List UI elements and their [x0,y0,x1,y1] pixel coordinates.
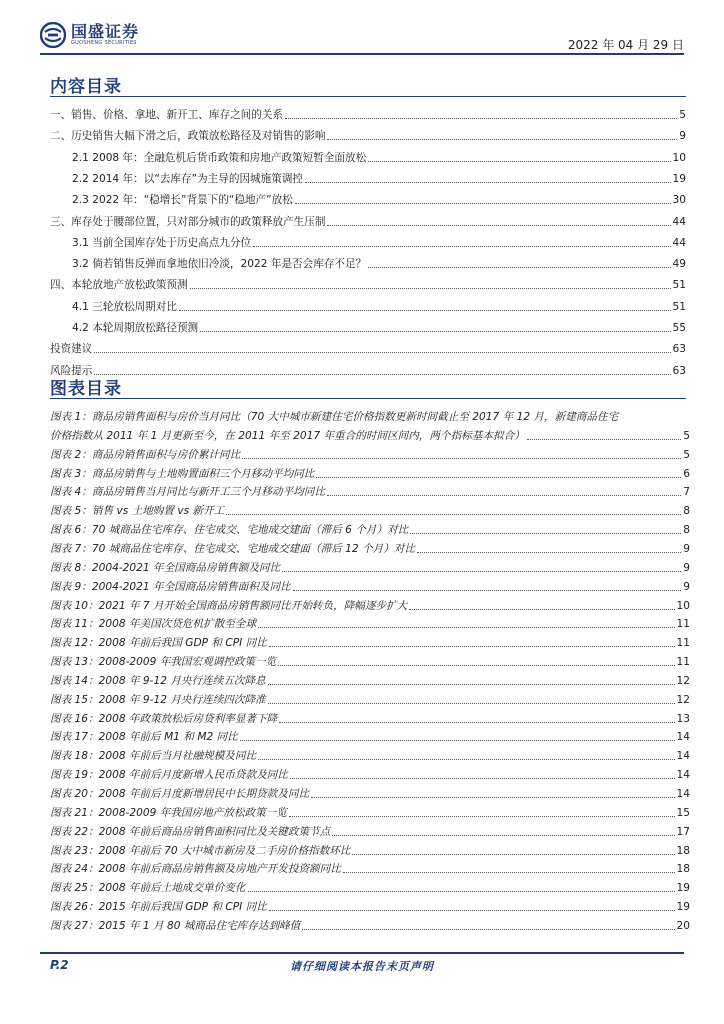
toc-leader-dots [410,533,681,534]
toc-entry[interactable] [72,296,686,314]
toc-leader-dots [409,609,674,610]
toc-entry[interactable] [50,500,690,518]
toc-leader-dots [253,246,670,247]
toc-entry[interactable] [50,444,690,462]
toc-entry[interactable] [50,406,690,424]
toc-entry[interactable] [50,840,690,858]
toc-entry-page: 5 [683,430,690,442]
toc-entry-page: 17 [676,826,690,838]
toc-entry-title: 图表 3：商品房销售与土地购置面积三个月移动平均同比 [50,468,315,480]
toc-entry-title: 图表 15：2008 年 9-12 月央行连续四次降准 [50,694,266,706]
toc-entry-title: 图表 25：2008 年前后土地成交单价变化 [50,882,246,894]
toc-entry-title: 图表 1：商品房销售面积与房价当月同比（70 大中城市新建住宅价格指数更新时间截止至 2017 年 12 月，新建商品住宅 [50,411,619,423]
toc-entry-page: 6 [683,468,690,480]
toc-entry-page: 20 [676,920,690,932]
toc-leader-dots [368,161,670,162]
toc-entry[interactable] [50,360,686,378]
toc-entry-page: 19 [676,901,690,913]
toc-entry-title: 图表 20：2008 年前后月度新增居民中长期贷款及同比 [50,788,310,800]
toc-entry-title: 4.1 三轮放松周期对比 [72,301,177,313]
toc-leader-dots [293,590,682,591]
company-logo [40,22,139,48]
toc-leader-dots [258,759,674,760]
toc-entry[interactable] [50,632,690,650]
toc-entry[interactable] [50,783,690,801]
toc-entry[interactable] [72,189,686,207]
toc-entry-page: 19 [672,173,686,185]
toc-leader-dots [269,910,675,911]
toc-entry-page: 9 [683,562,690,574]
toc-entry[interactable] [50,670,690,688]
toc-entry[interactable] [72,147,686,165]
toc-leader-dots [94,352,670,353]
toc-leader-dots [285,118,677,119]
toc-leader-dots [290,778,675,779]
toc-entry-page: 11 [676,618,690,630]
toc-entry-title: 一、销售、价格、拿地、新开工、库存之间的关系 [50,109,284,121]
toc-leader-dots [190,288,671,289]
toc-leader-dots [305,182,670,183]
toc-entry-title: 图表 16：2008 年政策放松后房贷利率显著下降 [50,713,278,725]
toc-entry-page: 51 [672,279,686,291]
page-header [0,0,724,56]
toc-entry[interactable] [72,253,686,271]
toc-entry-page: 44 [672,237,686,249]
toc-leader-dots [242,458,681,459]
toc-entry-page: 63 [672,365,686,377]
toc-entry-title: 2.1 2008 年：全融危机后货币政策和房地产政策短暂全面放松 [72,152,367,164]
toc-entry-page: 9 [679,130,686,142]
logo-name-en: GUOSHENG SECURITIES [71,40,137,46]
toc-entry-title: 图表 7：70 城商品住宅库存、住宅成交、宅地成交建面（滞后 12 个月）对比 [50,543,415,555]
toc-entry[interactable] [50,338,686,356]
toc-leader-dots [240,740,675,741]
toc-entry-title: 投资建议 [50,343,93,355]
logo-name-cn: 国盛证券 [71,22,140,41]
toc-entry[interactable] [50,538,690,556]
toc-entry-title: 图表 19：2008 年前后月度新增人民币贷款及同比 [50,769,288,781]
toc-entry-page: 55 [672,322,686,334]
toc-entry-title: 图表 12：2008 年前后我国 GDP 和 CPI 同比 [50,637,267,649]
header-divider [40,53,684,55]
toc-entry-title: 图表 18：2008 年前后当月社融规模及同比 [50,750,257,762]
toc-entry-page: 63 [672,343,686,355]
toc-entry[interactable] [50,576,690,594]
toc-entry[interactable] [50,519,690,537]
toc-entry-title: 三、库存处于腰部位置，只对部分城市的政策释放产生压制 [50,216,326,228]
toc-entry[interactable] [72,317,686,335]
toc-entry-page: 10 [672,152,686,164]
toc-entry-page: 8 [683,505,690,517]
footer-disclaimer: 请仔细阅读本报告末页声明 [290,960,434,973]
toc-leader-dots [316,477,681,478]
toc-leader-dots [527,439,682,440]
toc-entry-title: 图表 26：2015 年前后我国 GDP 和 CPI 同比 [50,901,267,913]
toc-leader-dots [343,872,675,873]
toc-entry[interactable] [50,125,686,143]
toc-leader-dots [327,139,677,140]
toc-entry-page: 9 [683,581,690,593]
toc-entry-title: 图表 23：2008 年前后 70 大中城市新房及二手房价格指数环比 [50,845,351,857]
toc-leader-dots [248,891,675,892]
figures-heading: 图表目录 [50,379,122,399]
toc-entry[interactable] [50,764,690,782]
toc-entry[interactable] [50,211,686,229]
toc-entry-page: 30 [672,194,686,206]
toc-leader-dots [200,331,670,332]
toc-entry[interactable] [50,858,690,876]
toc-entry-title: 图表 5：销售 vs 土地购置 vs 新开工 [50,505,225,517]
toc-entry-page: 14 [676,788,690,800]
toc-entry-title: 图表 2：商品房销售面积与房价累计同比 [50,449,241,461]
toc-entry-page: 5 [683,449,690,461]
toc-leader-dots [279,722,674,723]
toc-entry-title: 图表 6：70 城商品住宅库存、住宅成交、宅地成交建面（滞后 6 个月）对比 [50,524,409,536]
toc-entry-page: 14 [676,750,690,762]
report-date: 2022 年 04 月 29 日 [567,38,684,52]
toc-entry[interactable] [50,689,690,707]
toc-entry-page: 8 [683,524,690,536]
figures-heading-rule [50,398,686,399]
toc-leader-dots [311,797,674,798]
logo-mark-icon [40,22,66,48]
toc-entry[interactable] [50,651,690,669]
toc-entry-title: 2.2 2014 年：以“去库存”为主导的因城施策调控 [72,173,304,185]
toc-entry[interactable] [50,708,690,726]
toc-entry-page: 14 [676,769,690,781]
toc-leader-dots [327,225,670,226]
toc-entry[interactable] [50,557,690,575]
toc-entry-page: 14 [676,731,690,743]
toc-leader-dots [179,310,671,311]
toc-leader-dots [332,835,674,836]
toc-leader-dots [302,929,674,930]
toc-entry[interactable] [50,481,690,499]
toc-leader-dots [368,267,670,268]
toc-entry-title: 二、历史销售大幅下滑之后，政策放松路径及对销售的影响 [50,130,326,142]
toc-entry[interactable] [50,595,690,613]
toc-entry[interactable] [72,168,686,186]
toc-entry-page: 9 [683,543,690,555]
toc-entry-title: 图表 14：2008 年 9-12 月央行连续五次降息 [50,675,266,687]
toc-leader-dots [295,203,671,204]
toc-entry[interactable] [50,274,686,292]
toc-entry-title: 四、本轮放地产放松政策预测 [50,279,188,291]
toc-entry-title: 图表 22：2008 年前后商品房销售面积同比及关键政策节点 [50,826,331,838]
toc-entry[interactable] [50,821,690,839]
toc-entry-page: 11 [676,637,690,649]
toc-entry-title: 图表 21：2008-2009 年我国房地产放松政策一览 [50,807,287,819]
footer-divider [40,952,684,954]
toc-leader-dots [268,684,675,685]
toc-entry-page: 51 [672,301,686,313]
toc-entry-page: 44 [672,216,686,228]
toc-leader-dots [226,514,681,515]
toc-entry-title: 价格指数从 2011 年 1 月更新至今，在 2011 年至 2017 年重合的时间区间内，两个指标基本拟合） [50,430,525,442]
toc-entry-title: 图表 10：2021 年 7 月开始全国商品房销售额同比开始转负，降幅逐步扩大 [50,600,408,612]
toc-leader-dots [327,495,681,496]
contents-heading: 内容目录 [50,77,122,97]
toc-entry-title: 图表 4：商品房销售当月同比与新开工三个月移动平均同比 [50,486,325,498]
toc-entry[interactable] [50,896,690,914]
toc-entry-title: 图表 9：2004-2021 年全国商品房销售面积及同比 [50,581,291,593]
toc-entry[interactable] [50,745,690,763]
toc-entry[interactable] [50,613,690,631]
toc-entry-title: 图表 24：2008 年前后商品房销售额及房地产开发投资额同比 [50,863,341,875]
toc-entry-page: 12 [676,694,690,706]
toc-entry-page: 11 [676,656,690,668]
toc-leader-dots [289,816,675,817]
toc-entry-page: 15 [676,807,690,819]
toc-entry-page: 13 [676,713,690,725]
toc-entry-title: 图表 27：2015 年 1 月 80 城商品住宅库存达到峰值 [50,920,301,932]
toc-leader-dots [258,627,674,628]
toc-entry-page: 18 [676,863,690,875]
toc-entry[interactable] [72,232,686,250]
toc-entry-title: 2.3 2022 年：“稳增长”背景下的“稳地产”放松 [72,194,293,206]
toc-leader-dots [352,854,674,855]
toc-leader-dots [282,571,681,572]
toc-leader-dots [94,374,670,375]
toc-entry-page: 18 [676,845,690,857]
toc-entry-page: 19 [676,882,690,894]
page-number: P.2 [50,958,69,972]
toc-entry-page: 12 [676,675,690,687]
toc-leader-dots [278,665,674,666]
toc-entry-page: 7 [683,486,690,498]
toc-entry[interactable] [50,104,686,122]
toc-leader-dots [417,552,681,553]
toc-leader-dots [268,703,675,704]
toc-entry[interactable] [50,802,690,820]
toc-entry[interactable] [50,463,690,481]
toc-entry-title: 图表 17：2008 年前后 M1 和 M2 同比 [50,731,238,743]
toc-entry-title: 图表 11：2008 年美国次贷危机扩散至全球 [50,618,257,630]
toc-entry-title: 3.2 倘若销售反弹而拿地依旧冷淡，2022 年是否会库存不足？ [72,258,367,270]
toc-entry-page: 49 [672,258,686,270]
toc-entry[interactable] [50,915,690,933]
toc-entry-title: 风险提示 [50,365,93,377]
toc-entry-title: 图表 13：2008-2009 年我国宏观调控政策一览 [50,656,277,668]
toc-entry-page: 5 [679,109,686,121]
toc-leader-dots [269,646,675,647]
logo-wordmark [71,23,139,47]
toc-entry-title: 3.1 当前全国库存处于历史高点九分位 [72,237,252,249]
toc-entry-title: 图表 8：2004-2021 年全国商品房销售额及同比 [50,562,281,574]
toc-entry[interactable] [50,425,690,443]
contents-heading-rule [50,96,686,97]
toc-entry[interactable] [50,726,690,744]
toc-entry-page: 10 [676,600,690,612]
toc-entry-title: 4.2 本轮周期放松路径预测 [72,322,199,334]
toc-entry[interactable] [50,877,690,895]
